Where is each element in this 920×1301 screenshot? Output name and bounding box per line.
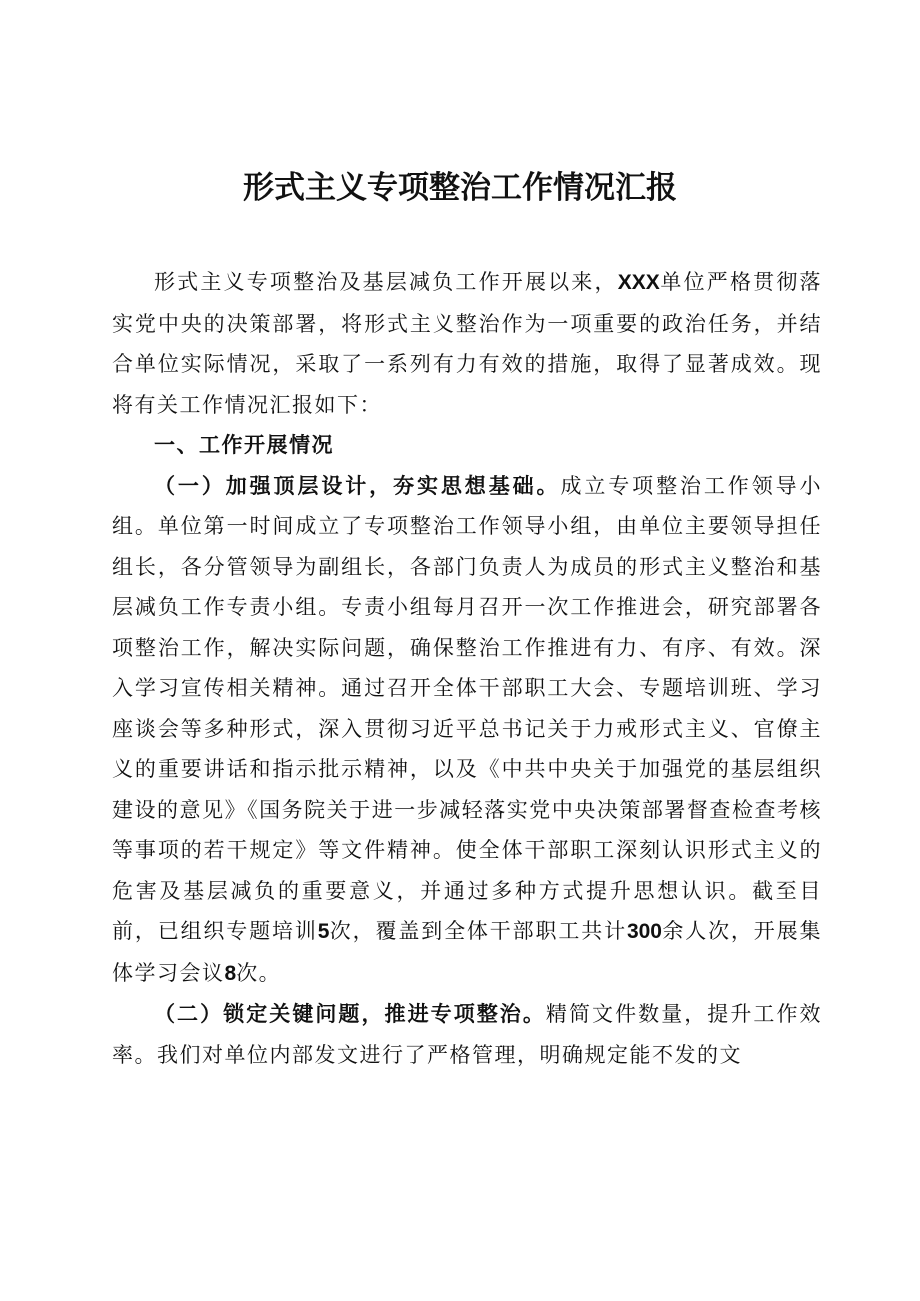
training-count: 5 [317, 920, 330, 943]
item1-text-part1: 成立专项整治工作领导小组。单位第一时间成立了专项整治工作领导小组，由单位主要领导担任组长，各分管领导为副组长，各部门负责人为成员的形式主义整治和基层减负工作专责小组。专责小组每月召开一次工作推进会，研究部署各项整治工作，解决实际问题，确保整治工作推进有力、有序、有效。深入学习宣传相关精神。通过召开全体干部职工大会、专题培训班、学习座谈会等多种形式，深入贯彻习近平总书记关于力戒形式主义、官僚主义的重要讲话和指示批示精神，以及《中共中央关于加强党的基层组织建设的意见》《国务院关于进一步减轻落实党中央决策部署督查检查考核等事项的若干规定》等文件精神。使全体干部职工深刻认识形式主义的危害及基层减负的重要意义，并通过多种方式提升思想认识。截至目前，已组织专题培训 [112, 473, 823, 943]
item1-text-part2: 次，覆盖到全体干部职工共计 [329, 919, 627, 943]
item1-text-part3: 余人次，开展集体学习会议 [112, 919, 823, 985]
item2-paragraph [112, 994, 822, 1075]
participant-count: 300 [626, 920, 662, 943]
item1-paragraph [112, 466, 822, 995]
item1-text-part4: 次。 [236, 960, 282, 985]
intro-text-rest: 单位严格贯彻落实党中央的决策部署，将形式主义整治作为一项重要的政治任务，并结合单位实际情况，采取了一系列有力有效的措施，取得了显著成效。现将有关工作情况汇报如下： [112, 270, 823, 417]
section-heading: 一、工作开展情况 [154, 433, 334, 457]
meeting-count: 8 [224, 961, 237, 985]
intro-paragraph [112, 262, 822, 425]
document-title: 形式主义专项整治工作情况汇报 [243, 170, 677, 206]
intro-text-start: 形式主义专项整治及基层减负工作开展以来， [154, 270, 618, 294]
item2-text-part1: 精简文件数量，提升工作效率。我们对单位内部发文进行了严格管理，明确规定能不发的文 [112, 1002, 823, 1067]
document-body [112, 262, 822, 1075]
unit-name: XXX [617, 271, 660, 294]
item1-lead: （一）加强顶层设计，夯实思想基础。 [154, 473, 561, 498]
item2-lead: （二）锁定关键问题，推进专项整治。 [154, 1002, 546, 1026]
